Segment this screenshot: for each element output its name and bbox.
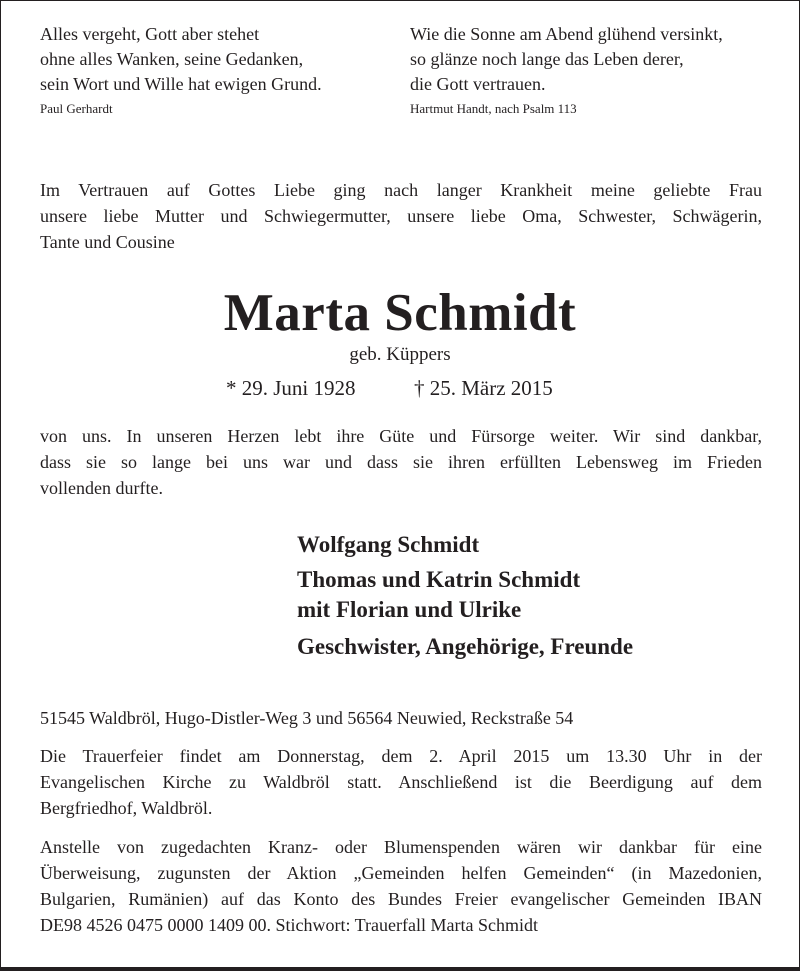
intro-paragraph [40,177,762,255]
intro-line: unsere liebe Mutter und Schwiegermutter, unsere liebe Oma, Schwester, Schwägerin, [40,206,762,226]
tribute-line: dass sie so lange bei uns war und dass sie ihren erfüllten Lebensweg im Frieden [40,452,762,472]
tribute-line: vollenden durfte. [40,478,163,498]
quote-right-author: Hartmut Handt, nach Psalm 113 [410,101,577,116]
address-line [40,705,762,731]
intro-line: Tante und Cousine [40,232,175,252]
quote-left-line: ohne alles Wanken, seine Gedanken, [40,49,304,69]
quote-right-line: Wie die Sonne am Abend glühend versinkt, [410,24,723,44]
quote-right-line: die Gott vertrauen. [410,74,546,94]
quote-left-line: sein Wort und Wille hat ewigen Grund. [40,74,322,94]
quote-left-author: Paul Gerhardt [40,101,113,116]
mourner-name: Wolfgang Schmidt [297,532,480,557]
quote-left [40,22,380,118]
quote-right-line: so glänze noch lange das Leben derer, [410,49,684,69]
quote-right [410,22,780,118]
donation-line: DE98 4526 0475 0000 1409 00. Stichwort: Trauerfall Marta Schmidt [40,915,538,935]
mourners-list [297,530,633,662]
obituary-bottom-rule [0,967,800,971]
donation-line: Bulgarien, Rumänien) auf das Konto des Bundes Freier evangelischer Gemeinden IBAN [40,889,762,909]
funeral-line: Bergfriedhof, Waldbröl. [40,798,213,818]
funeral-line: Die Trauerfeier findet am Donnerstag, dem 2. April 2015 um 13.30 Uhr in der [40,746,762,766]
tribute-paragraph [40,423,762,501]
deceased-name: Marta Schmidt [223,284,577,342]
mourner-name: Geschwister, Angehörige, Freunde [297,634,634,659]
death-date: † 25. März 2015 [414,376,553,400]
quote-left-line: Alles vergeht, Gott aber stehet [40,24,260,44]
mourner-name: Thomas und Katrin Schmidt [297,567,581,592]
funeral-paragraph [40,743,762,821]
birth-date: * 29. Juni 1928 [226,376,356,400]
donation-line: Anstelle von zugedachten Kranz- oder Blumenspenden wären wir dankbar für eine [40,837,762,857]
tribute-line: von uns. In unseren Herzen lebt ihre Güte und Fürsorge weiter. Wir sind dankbar, [40,426,762,446]
address-text: 51545 Waldbröl, Hugo-Distler-Weg 3 und 56564 Neuwied, Reckstraße 54 [40,708,574,728]
intro-line: Im Vertrauen auf Gottes Liebe ging nach langer Krankheit meine geliebte Frau [40,180,762,200]
donation-paragraph [40,834,762,938]
maiden-name: geb. Küppers [349,344,451,365]
donation-line: Überweisung, zugunsten der Aktion „Gemeinden helfen Gemeinden“ (in Mazedonien, [40,863,762,883]
funeral-line: Evangelischen Kirche zu Waldbröl statt. Anschließend ist die Beerdigung auf dem [40,772,762,792]
mourner-name: mit Florian und Ulrike [297,597,522,622]
